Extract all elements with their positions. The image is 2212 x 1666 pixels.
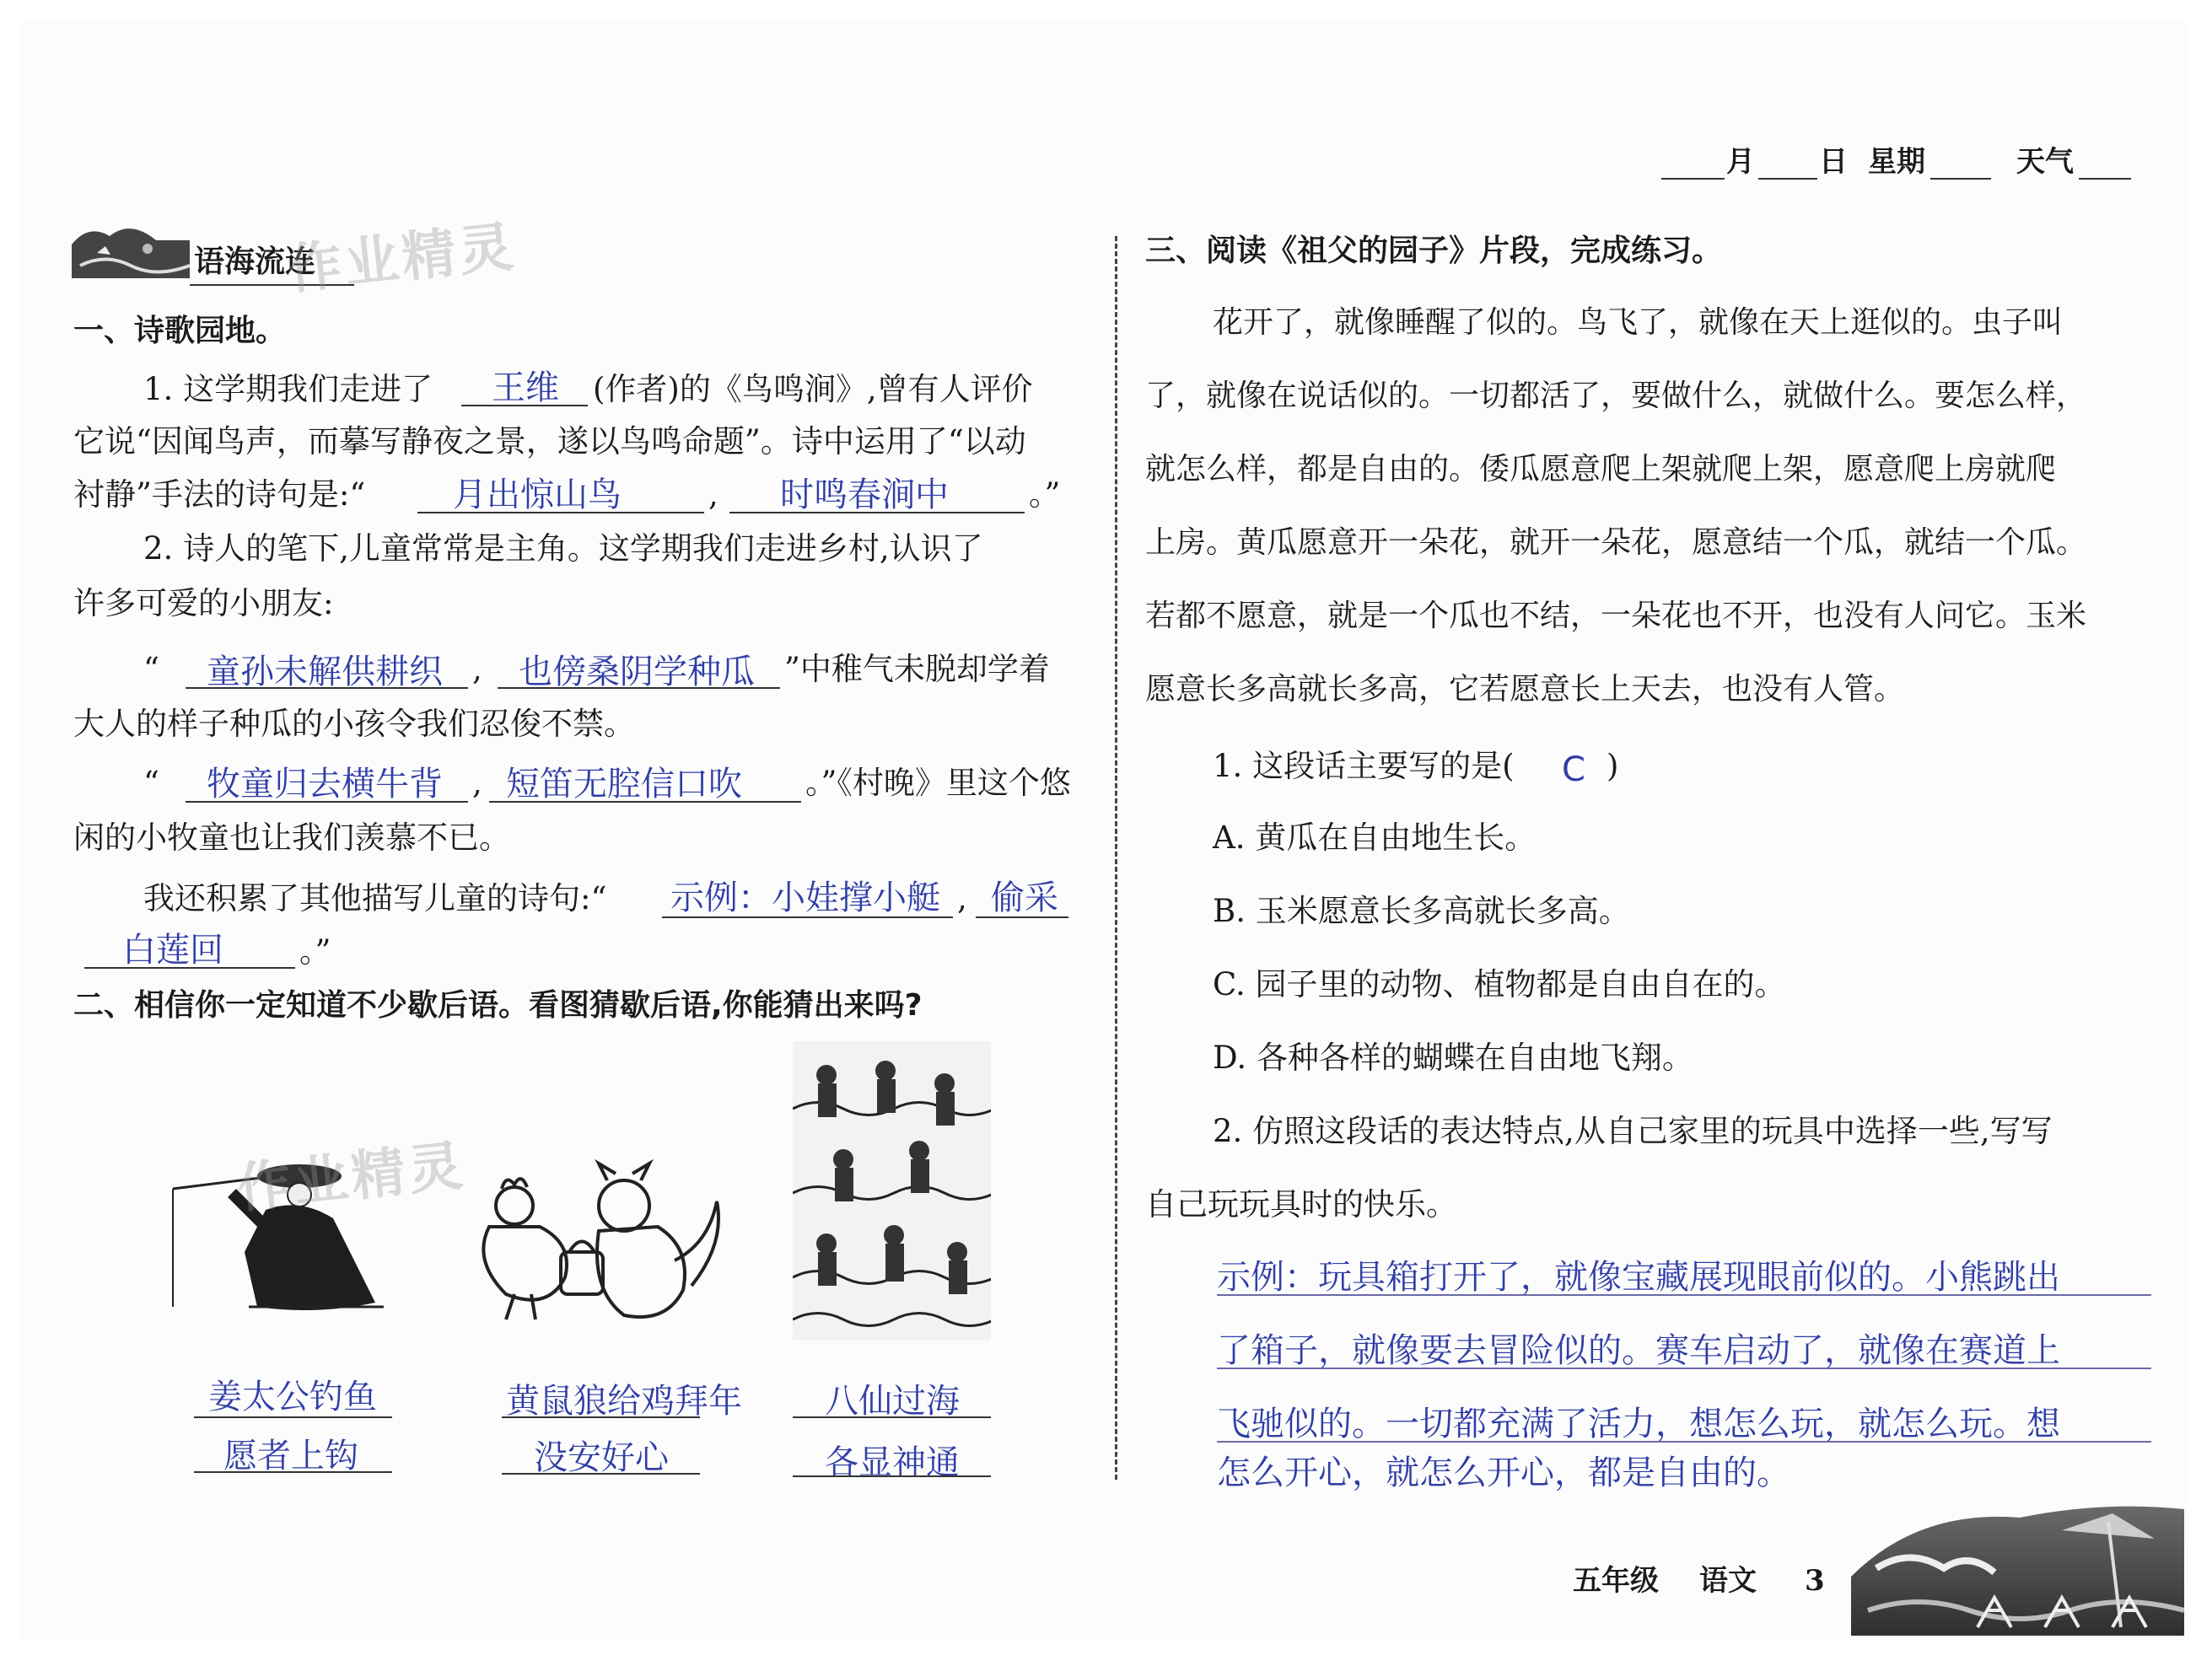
day-blank[interactable] <box>1758 178 1817 180</box>
q1-author-answer: 王维 <box>492 368 559 407</box>
riddle1-top: 姜太公钓鱼 <box>208 1378 377 1416</box>
q2-comma3: , <box>957 880 967 916</box>
riddle1-bottom-blank[interactable] <box>194 1471 392 1473</box>
riddle3-top-blank[interactable] <box>793 1416 991 1418</box>
q1-line3: 衬静”手法的诗句是:“ <box>73 476 366 513</box>
q1-comma: , <box>708 476 718 513</box>
footer-page-number: 3 <box>1805 1564 1825 1598</box>
q2-after2: 。”《村晚》里这个悠 <box>805 765 1071 801</box>
month-blank[interactable] <box>1661 178 1725 180</box>
banner-title: 语海流连 <box>194 245 316 279</box>
eight-immortals-illustration <box>793 1041 991 1341</box>
q2-open-quote2: “ <box>143 765 159 801</box>
q2-after1: ”中稚气未脱却学着 <box>784 651 1050 687</box>
banner-sea-icon <box>72 219 190 278</box>
q2-answer2: 也傍桑阴学种瓜 <box>519 653 755 691</box>
footer-subject: 语文 <box>1699 1564 1757 1598</box>
answer-line: 了箱子，就像要去冒险似的。赛车启动了，就像在赛道上 <box>1217 1331 2060 1370</box>
weather-blank[interactable] <box>2079 178 2131 180</box>
workbook-page <box>21 21 2188 1640</box>
answer-line: 示例：玩具箱打开了，就像宝藏展现眼前似的。小熊跳出 <box>1217 1258 2060 1297</box>
option-a: A. 黄瓜在自由地生长。 <box>1213 820 1537 856</box>
footer-grade: 五年级 <box>1573 1564 1659 1598</box>
q1-text-b: (作者)的《鸟鸣涧》,曾有人评价 <box>593 371 1033 407</box>
q2-answer3: 牧童归去横牛背 <box>207 765 443 803</box>
month-label: 月 <box>1726 145 1755 179</box>
q2-open-quote: “ <box>143 651 159 687</box>
q2-comma: , <box>472 651 482 687</box>
q1-answer2: 时鸣春涧中 <box>780 476 949 514</box>
q2-line2: 许多可爱的小朋友: <box>73 585 334 621</box>
q2-end: 。” <box>299 933 331 970</box>
column-divider <box>1115 236 1117 1480</box>
q1-text-a: 1. 这学期我们走进了 <box>143 371 433 407</box>
beach-decoration-icon <box>1851 1501 2184 1636</box>
q2-answer5: 示例：小娃撑小艇 <box>670 879 940 917</box>
r-q2-line1: 2. 仿照这段话的表达特点,从自己家里的玩具中选择一些,写写 <box>1213 1113 2053 1149</box>
riddle1-top-blank[interactable] <box>194 1416 392 1418</box>
weekday-blank[interactable] <box>1930 178 1991 180</box>
r-q1-close: ) <box>1607 748 1619 784</box>
option-c: C. 园子里的动物、植物都是自由自在的。 <box>1213 966 1786 1002</box>
q1-end: 。” <box>1029 476 1061 513</box>
q2-answer1: 童孙未解供耕织 <box>207 653 443 691</box>
q2-line6: 闲的小牧童也让我们羡慕不已。 <box>73 820 510 856</box>
riddle2-bottom: 没安好心 <box>534 1438 669 1477</box>
day-label: 日 <box>1819 145 1848 179</box>
r-q1-text: 1. 这段话主要写的是( <box>1213 748 1515 784</box>
riddle3-bottom-blank[interactable] <box>793 1475 991 1477</box>
passage-line: 就怎么样，都是自由的。倭瓜愿意爬上架就爬上架，愿意爬上房就爬 <box>1145 452 2057 486</box>
q1-answer1: 月出惊山鸟 <box>453 476 622 514</box>
option-d: D. 各种各样的蝴蝶在自由地飞翔。 <box>1213 1040 1693 1076</box>
watermark-top: 作业精灵 <box>284 215 519 302</box>
section3-title: 三、阅读《祖父的园子》片段，完成练习。 <box>1145 234 1723 268</box>
riddle2-bottom-blank[interactable] <box>502 1473 700 1475</box>
passage-line: 了，就像在说话似的。一切都活了，要做什么，就做什么。要怎么样， <box>1145 379 2087 413</box>
q1-line2: 它说“因闻鸟声，而摹写静夜之景，遂以鸟鸣命题”。诗中运用了“以动 <box>73 423 1026 459</box>
answer-rule <box>1217 1441 2151 1443</box>
answer-line: 怎么开心，就怎么开心，都是自由的。 <box>1217 1454 1790 1492</box>
riddle2-top: 黄鼠狼给鸡拜年 <box>506 1382 742 1421</box>
q2-line7: 我还积累了其他描写儿童的诗句:“ <box>143 880 607 916</box>
q2-line1: 2. 诗人的笔下,儿童常常是主角。这学期我们走进乡村,认识了 <box>143 530 983 567</box>
section2-title: 二、相信你一定知道不少歇后语。看图猜歇后语,你能猜出来吗? <box>73 988 923 1023</box>
q2-line4: 大人的样子种瓜的小孩令我们忍俊不禁。 <box>73 706 635 742</box>
weekday-label: 星期 <box>1868 145 1925 179</box>
weasel-chicken-illustration <box>455 1159 725 1336</box>
passage-line: 上房。黄瓜愿意开一朵花，就开一朵花，愿意结一个瓜，就结一个瓜。 <box>1145 525 2087 560</box>
section1-title: 一、诗歌园地。 <box>73 314 287 348</box>
riddle2-top-blank[interactable] <box>502 1416 700 1418</box>
answer-rule <box>1217 1294 2151 1296</box>
passage-line: 花开了，就像睡醒了似的。鸟飞了，就像在天上逛似的。虫子叫 <box>1213 305 2064 340</box>
option-b: B. 玉米愿意长多高就长多高。 <box>1213 893 1630 929</box>
passage-line: 若都不愿意，就是一个瓜也不结，一朵花也不开，也没有人问它。玉米 <box>1145 599 2087 633</box>
r-q2-line2: 自己玩玩具时的快乐。 <box>1145 1186 1457 1223</box>
q2-comma2: , <box>472 765 482 801</box>
q2-answer4: 短笛无腔信口吹 <box>506 765 742 803</box>
q2-answer6b: 白莲回 <box>122 931 223 970</box>
r-q1-answer: C <box>1562 750 1585 789</box>
riddle1-bottom: 愿者上钩 <box>223 1437 358 1475</box>
watermark-middle: 作业精灵 <box>234 1134 469 1221</box>
weather-label: 天气 <box>2016 145 2074 179</box>
passage-line: 愿意长多高就长多高，它若愿意长上天去，也没有人管。 <box>1145 672 1905 707</box>
q2-answer6a: 偷采 <box>991 879 1058 917</box>
riddle3-bottom: 各显神通 <box>825 1443 960 1482</box>
riddle3-top: 八仙过海 <box>825 1382 960 1421</box>
answer-line: 飞驰似的。一切都充满了活力，想怎么玩，就怎么玩。想 <box>1217 1405 2060 1443</box>
answer-rule <box>1217 1368 2151 1369</box>
